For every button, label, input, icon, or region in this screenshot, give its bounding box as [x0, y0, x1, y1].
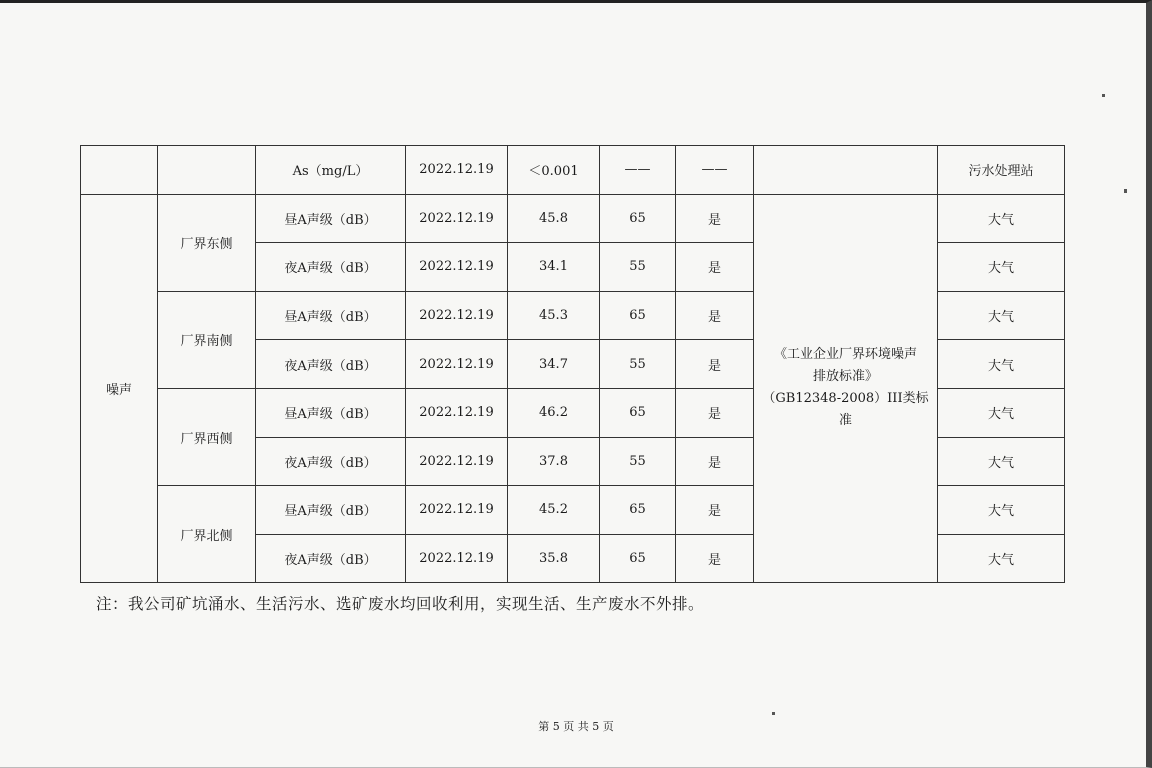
footnote: 注：我公司矿坑涌水、生活污水、选矿废水均回收利用，实现生活、生产废水不外排。: [96, 595, 705, 613]
compliant-cell: 是: [676, 291, 754, 340]
value-cell: 35.8: [508, 534, 600, 583]
table-cell: [158, 146, 256, 195]
date-cell: 2022.12.19: [406, 146, 508, 195]
dest-cell: 大气: [938, 243, 1065, 292]
standard-cell: [754, 146, 938, 195]
date-cell: 2022.12.19: [406, 437, 508, 486]
date-cell: 2022.12.19: [406, 486, 508, 535]
standard-line: 《工业企业厂界环境噪声: [773, 347, 917, 363]
scan-speck: [1124, 189, 1127, 193]
location-cell: 厂界西侧: [158, 388, 256, 485]
standard-line: 准: [838, 413, 852, 429]
item-cell: 夜A声级（dB）: [256, 437, 406, 486]
compliant-cell: 是: [676, 243, 754, 292]
table-row: [81, 146, 1065, 195]
value-cell: 45.2: [508, 486, 600, 535]
standard-line: （GB12348-2008）III类标: [762, 391, 929, 407]
dest-cell: 大气: [938, 194, 1065, 243]
compliant-cell: 是: [676, 534, 754, 583]
value-cell: 45.3: [508, 291, 600, 340]
table-cell: [81, 146, 158, 195]
standard-line: 排放标准》: [812, 369, 878, 385]
scan-speck: [1102, 94, 1105, 97]
page-number: 第 5 页 共 5 页: [538, 720, 614, 733]
date-cell: 2022.12.19: [406, 291, 508, 340]
dest-cell: 大气: [938, 388, 1065, 437]
item-cell: 昼A声级（dB）: [256, 291, 406, 340]
dest-cell: 污水处理站: [938, 146, 1065, 195]
standard-cell: [754, 194, 938, 583]
limit-cell: 55: [600, 340, 676, 389]
limit-cell: ——: [600, 146, 676, 195]
limit-cell: 65: [600, 486, 676, 535]
date-cell: 2022.12.19: [406, 534, 508, 583]
value-cell: 34.7: [508, 340, 600, 389]
limit-cell: 65: [600, 534, 676, 583]
limit-cell: 65: [600, 291, 676, 340]
limit-cell: 55: [600, 437, 676, 486]
monitoring-table: [80, 145, 1065, 583]
compliant-cell: 是: [676, 388, 754, 437]
item-cell: 昼A声级（dB）: [256, 194, 406, 243]
value-cell: ＜0.001: [508, 146, 600, 195]
location-cell: 厂界东侧: [158, 194, 256, 291]
value-cell: 46.2: [508, 388, 600, 437]
compliant-cell: 是: [676, 194, 754, 243]
category-cell: 噪声: [81, 194, 158, 583]
compliant-cell: 是: [676, 340, 754, 389]
limit-cell: 55: [600, 243, 676, 292]
limit-cell: 65: [600, 388, 676, 437]
item-cell: 夜A声级（dB）: [256, 534, 406, 583]
compliant-cell: ——: [676, 146, 754, 195]
dest-cell: 大气: [938, 534, 1065, 583]
value-cell: 34.1: [508, 243, 600, 292]
location-cell: 厂界北侧: [158, 486, 256, 583]
date-cell: 2022.12.19: [406, 243, 508, 292]
date-cell: 2022.12.19: [406, 388, 508, 437]
item-cell: 昼A声级（dB）: [256, 388, 406, 437]
limit-cell: 65: [600, 194, 676, 243]
date-cell: 2022.12.19: [406, 340, 508, 389]
dest-cell: 大气: [938, 340, 1065, 389]
dest-cell: 大气: [938, 291, 1065, 340]
table-row: [81, 194, 1065, 243]
value-cell: 37.8: [508, 437, 600, 486]
date-cell: 2022.12.19: [406, 194, 508, 243]
dest-cell: 大气: [938, 437, 1065, 486]
item-cell: 夜A声级（dB）: [256, 340, 406, 389]
location-cell: 厂界南侧: [158, 291, 256, 388]
item-cell: 昼A声级（dB）: [256, 486, 406, 535]
item-cell: 夜A声级（dB）: [256, 243, 406, 292]
value-cell: 45.8: [508, 194, 600, 243]
compliant-cell: 是: [676, 486, 754, 535]
scan-speck: [772, 712, 775, 715]
compliant-cell: 是: [676, 437, 754, 486]
item-cell: As（mg/L）: [256, 146, 406, 195]
dest-cell: 大气: [938, 486, 1065, 535]
